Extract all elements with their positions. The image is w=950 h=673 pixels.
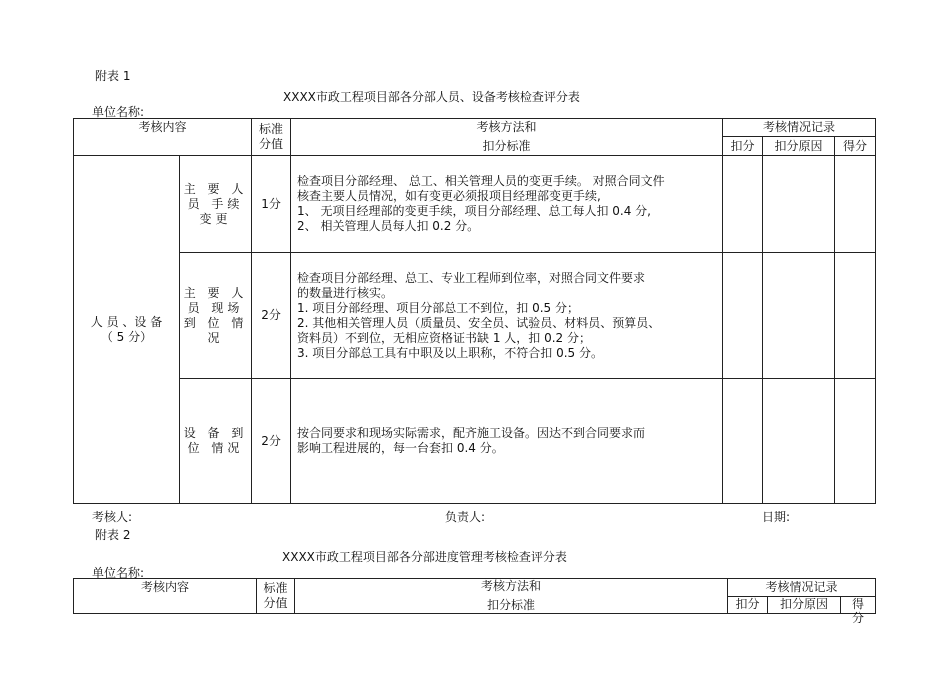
table1-title: XXXX市政工程项目部各分部人员、设备考核检查评分表 bbox=[283, 90, 580, 104]
deduct-cell bbox=[723, 156, 763, 253]
header-deduct: 扣分 bbox=[728, 596, 768, 614]
header-content: 考核内容 bbox=[74, 579, 257, 614]
annex-label-1: 附表 1 bbox=[95, 69, 131, 83]
unit-name-label-1: 单位名称: bbox=[92, 105, 145, 119]
table-row bbox=[74, 379, 876, 504]
category-cell bbox=[74, 156, 180, 504]
responsible-label: 负责人: bbox=[445, 510, 486, 524]
result-cell bbox=[835, 379, 876, 504]
method-cell bbox=[291, 253, 723, 379]
header-reason: 扣分原因 bbox=[768, 596, 841, 614]
header-record: 考核情况记录 bbox=[728, 579, 876, 597]
score-cell: 1分 bbox=[252, 156, 291, 253]
header-reason: 扣分原因 bbox=[763, 137, 835, 156]
header-std-line2: 分值 bbox=[263, 596, 288, 610]
reason-cell bbox=[763, 156, 835, 253]
header-score: 得分 bbox=[835, 137, 876, 156]
method-line: 按合同要求和现场实际需求，配齐施工设备。因达不到合同要求而 bbox=[297, 426, 646, 440]
header-std-score bbox=[252, 119, 291, 156]
category-label: 人 员 、设 备 bbox=[90, 314, 163, 329]
item-line: 况 bbox=[207, 330, 224, 345]
header-std-line1: 标准 bbox=[263, 581, 288, 595]
reason-cell bbox=[763, 253, 835, 379]
item-cell bbox=[180, 379, 252, 504]
assessment-table-2 bbox=[73, 578, 876, 625]
item-line: 位 情况 bbox=[187, 441, 244, 455]
header-std-line1: 标准 bbox=[259, 122, 284, 136]
method-line: 检查项目分部经理、总工、专业工程师到位率，对照合同文件要求 bbox=[297, 270, 646, 285]
checker-label: 考核人: bbox=[92, 510, 133, 524]
item-cell bbox=[180, 156, 252, 253]
method-line: 检查项目分部经理、 总工、相关管理人员的变更手续。 对照合同文件 bbox=[297, 174, 665, 188]
method-line: 核查主要人员情况，如有变更必须报项目经理部变更手续, bbox=[297, 189, 601, 203]
header-method bbox=[295, 579, 728, 614]
header-std-line2: 分值 bbox=[259, 137, 284, 151]
table-row bbox=[74, 253, 876, 379]
item-line: 员 手续 bbox=[187, 196, 244, 211]
score-cell: 2分 bbox=[252, 253, 291, 379]
header-record: 考核情况记录 bbox=[723, 119, 876, 137]
item-cell bbox=[180, 253, 252, 379]
table-row bbox=[74, 156, 876, 253]
method-cell bbox=[291, 156, 723, 253]
item-line: 主 要 人 bbox=[183, 181, 248, 196]
result-cell bbox=[835, 253, 876, 379]
reason-cell bbox=[763, 379, 835, 504]
item-line: 员 现场 bbox=[187, 300, 244, 315]
method-line: 3. 项目分部总工具有中职及以上职称，不符合扣 0.5 分。 bbox=[297, 345, 603, 360]
item-line: 主 要 人 bbox=[183, 285, 248, 300]
header-method-line1: 考核方法和 bbox=[476, 120, 537, 134]
category-score: （ 5 分） bbox=[100, 329, 153, 344]
result-cell bbox=[835, 156, 876, 253]
assessment-table-1 bbox=[73, 118, 876, 504]
header-method bbox=[291, 119, 723, 156]
header-score-line1: 得 bbox=[852, 596, 865, 611]
annex-label-2: 附表 2 bbox=[95, 528, 131, 542]
method-cell bbox=[291, 379, 723, 504]
unit-name-label-2: 单位名称: bbox=[92, 566, 145, 580]
item-line: 变更 bbox=[199, 211, 232, 226]
score-cell: 2分 bbox=[252, 379, 291, 504]
deduct-cell bbox=[723, 253, 763, 379]
header-method-line2: 扣分标准 bbox=[486, 598, 535, 612]
header-std-score bbox=[257, 579, 295, 614]
header-method-line1: 考核方法和 bbox=[480, 579, 541, 593]
method-line: 2、 相关管理人员每人扣 0.2 分。 bbox=[297, 219, 480, 233]
item-line: 设 备 到 bbox=[183, 426, 248, 440]
method-line: 1、 无项目经理部的变更手续，项目分部经理、总工每人扣 0.4 分, bbox=[297, 204, 651, 218]
table2-title: XXXX市政工程项目部各分部进度管理考核检查评分表 bbox=[282, 550, 567, 564]
method-line: 2. 其他相关管理人员（质量员、安全员、试验员、材料员、预算员、 bbox=[297, 315, 661, 330]
header-content: 考核内容 bbox=[74, 119, 252, 156]
header-method-line2: 扣分标准 bbox=[482, 139, 531, 153]
header-deduct: 扣分 bbox=[723, 137, 763, 156]
date-label: 日期: bbox=[762, 510, 791, 524]
header-score-line2: 分 bbox=[852, 610, 865, 625]
deduct-cell bbox=[723, 379, 763, 504]
method-line: 的数量进行核实。 bbox=[297, 285, 394, 300]
header-score bbox=[841, 596, 876, 625]
item-line: 到 位 情 bbox=[183, 315, 248, 330]
method-line: 资料员）不到位，无相应资格证书缺 1 人，扣 0.2 分； bbox=[297, 330, 591, 345]
method-line: 1. 项目分部经理、项目分部总工不到位，扣 0.5 分； bbox=[297, 300, 579, 315]
method-line: 影响工程进展的，每一台套扣 0.4 分。 bbox=[297, 441, 504, 455]
